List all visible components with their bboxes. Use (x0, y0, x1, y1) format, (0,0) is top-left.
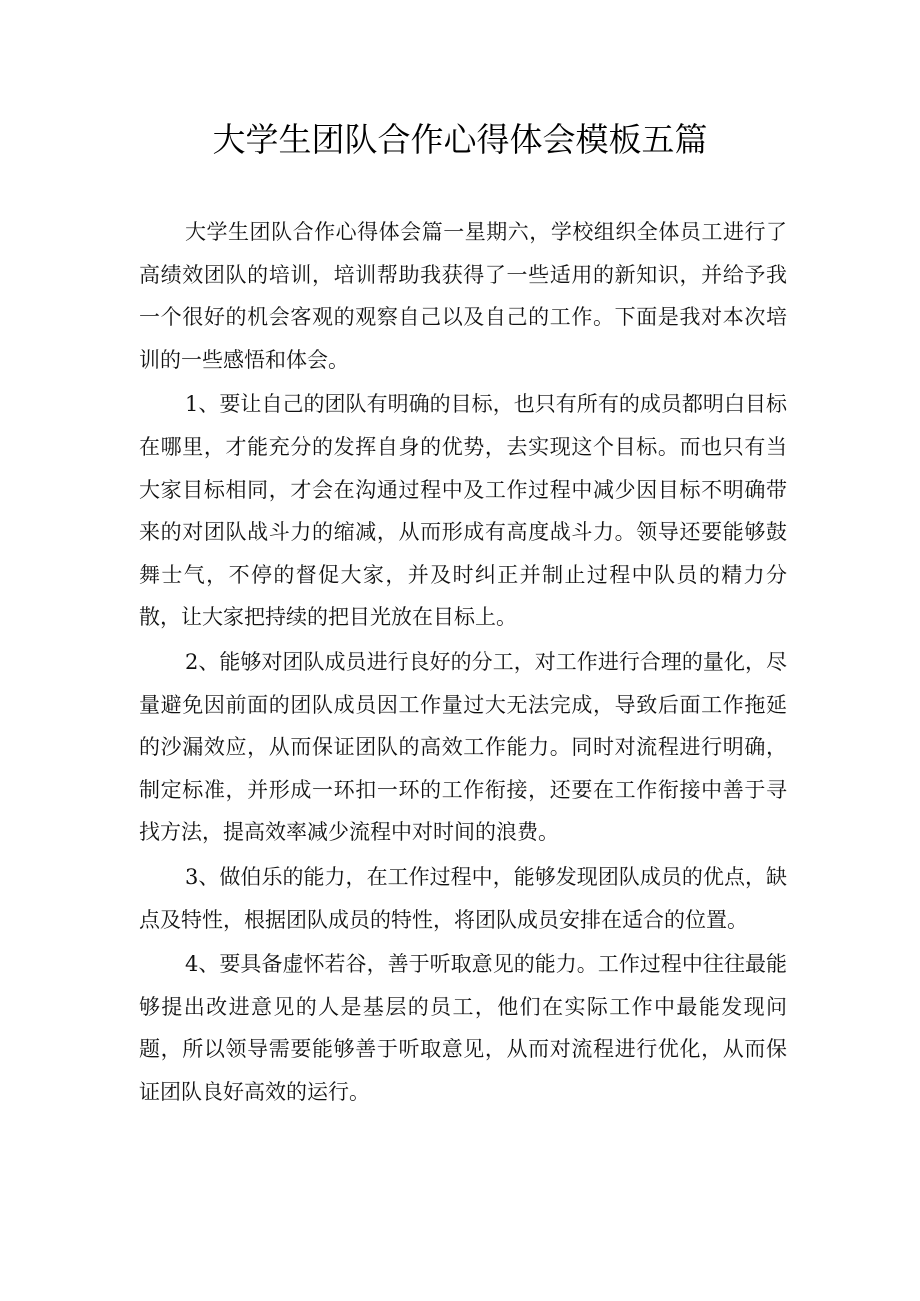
paragraph-intro: 大学生团队合作心得体会篇一星期六，学校组织全体员工进行了高绩效团队的培训，培训帮助我获得了一些适用的新知识，并给予我一个很好的机会客观的观察自己以及自己的工作。下面是我对本次培训的一些感悟和体会。 (139, 220, 787, 372)
paragraph-point-3: 3、做伯乐的能力，在工作过程中，能够发现团队成员的优点，缺点及特性，根据团队成员的特性，将团队成员安排在适合的位置。 (139, 864, 787, 932)
paragraph-point-2: 2、能够对团队成员进行良好的分工，对工作进行合理的量化，尽量避免因前面的团队成员因工作量过大无法完成，导致后面工作拖延的沙漏效应，从而保证团队的高效工作能力。同时对流程进行明确，制定标准，并形成一环扣一环的工作衔接，还要在工作衔接中善于寻找方法，提高效率减少流程中对时间的浪费。 (139, 649, 787, 845)
paragraph-point-4: 4、要具备虚怀若谷，善于听取意见的能力。工作过程中往往最能够提出改进意见的人是基层的员工，他们在实际工作中最能发现问题，所以领导需要能够善于听取意见，从而对流程进行优化，从而保证团队良好高效的运行。 (139, 952, 787, 1104)
document-title: 大学生团队合作心得体会模板五篇 (212, 120, 708, 159)
paragraph-point-1: 1、要让自己的团队有明确的目标，也只有所有的成员都明白目标在哪里，才能充分的发挥自身的优势，去实现这个目标。而也只有当大家目标相同，才会在沟通过程中及工作过程中减少因目标不明确带来的对团队战斗力的缩减，从而形成有高度战斗力。领导还要能够鼓舞士气，不停的督促大家，并及时纠正并制止过程中队员的精力分散，让大家把持续的把目光放在目标上。 (139, 392, 787, 630)
document-body (139, 211, 787, 1115)
